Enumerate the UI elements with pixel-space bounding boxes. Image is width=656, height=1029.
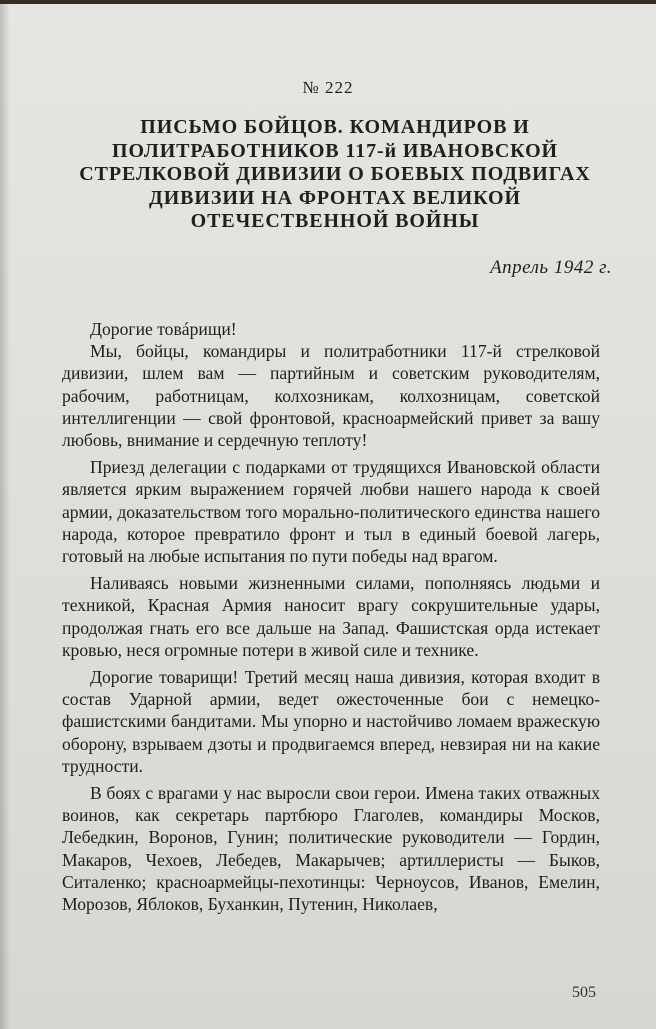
title-line: ПОЛИТРАБОТНИКОВ 117-й ИВАНОВСКОЙ xyxy=(112,139,558,162)
title-line: ОТЕЧЕСТВЕННОЙ ВОЙНЫ xyxy=(190,210,480,232)
paragraph: Приезд делегации с подарками от трудящихся Ивановской области является ярким выражением горячей любви нашего народа к своей армии, доказательством того морально-политического единства нашего народа, которое превратило фронт и тыл в единый боевой лагерь, готовый на любые испытания по пути победы над врагом. xyxy=(62,457,600,567)
book-page xyxy=(0,4,656,1029)
paragraph: В боях с врагами у нас выросли свои герои. Имена таких отважных воинов, как секретарь партбюро Глаголев, командиры Москов, Лебедкин, Воронов, Гунин; политические руководители — Гордин, Макаров, Чехоев, Лебедев, Макарычев; артиллеристы — Быков, Ситаленко; красноармейцы-пехотинцы: Черноусов, Иванов, Емелин, Морозов, Яблоков, Буханкин, Путенин, Николаев, xyxy=(62,783,600,915)
paragraph: Наливаясь новыми жизненными силами, пополняясь людьми и техникой, Красная Армия наносит врагу сокрушительные удары, продолжая гнать его все дальше на Запад. Фашистская орда истекает кровью, неся огромные потери в живой силе и технике. xyxy=(62,573,600,660)
title-line: ДИВИЗИИ НА ФРОНТАХ ВЕЛИКОЙ xyxy=(149,186,521,209)
document-number: № 222 xyxy=(302,78,354,97)
letter-body xyxy=(62,318,600,920)
paragraph: Дорогие товарищи! Третий месяц наша дивизия, которая входит в состав Ударной армии, ведет ожесточенные бои с немецко-фашистскими бандитами. Мы упорно и настойчиво ломаем вражескую оборону, взрываем дзоты и продвигаемся вперед, невзирая ни на какие трудности. xyxy=(62,667,600,776)
title-line: СТРЕЛКОВОЙ ДИВИЗИИ О БОЕВЫХ ПОДВИГАХ xyxy=(79,163,591,185)
salutation: Дорогие товáрищи! xyxy=(90,319,237,339)
document-date: Апрель 1942 г. xyxy=(490,257,612,278)
page-number: 505 xyxy=(572,984,596,1001)
title-line: ПИСЬМО БОЙЦОВ. КОМАНДИРОВ И xyxy=(140,116,530,138)
document-title xyxy=(40,116,630,234)
paragraph: Мы, бойцы, командиры и политработники 117-й стрелковой дивизии, шлем вам — партийным и советским руководителям, рабочим, работницам, колхозникам, колхозницам, советской интеллигенции — свой фронтовой, красноармейский привет за вашу любовь, внимание и сердечную теплоту! xyxy=(62,341,600,451)
